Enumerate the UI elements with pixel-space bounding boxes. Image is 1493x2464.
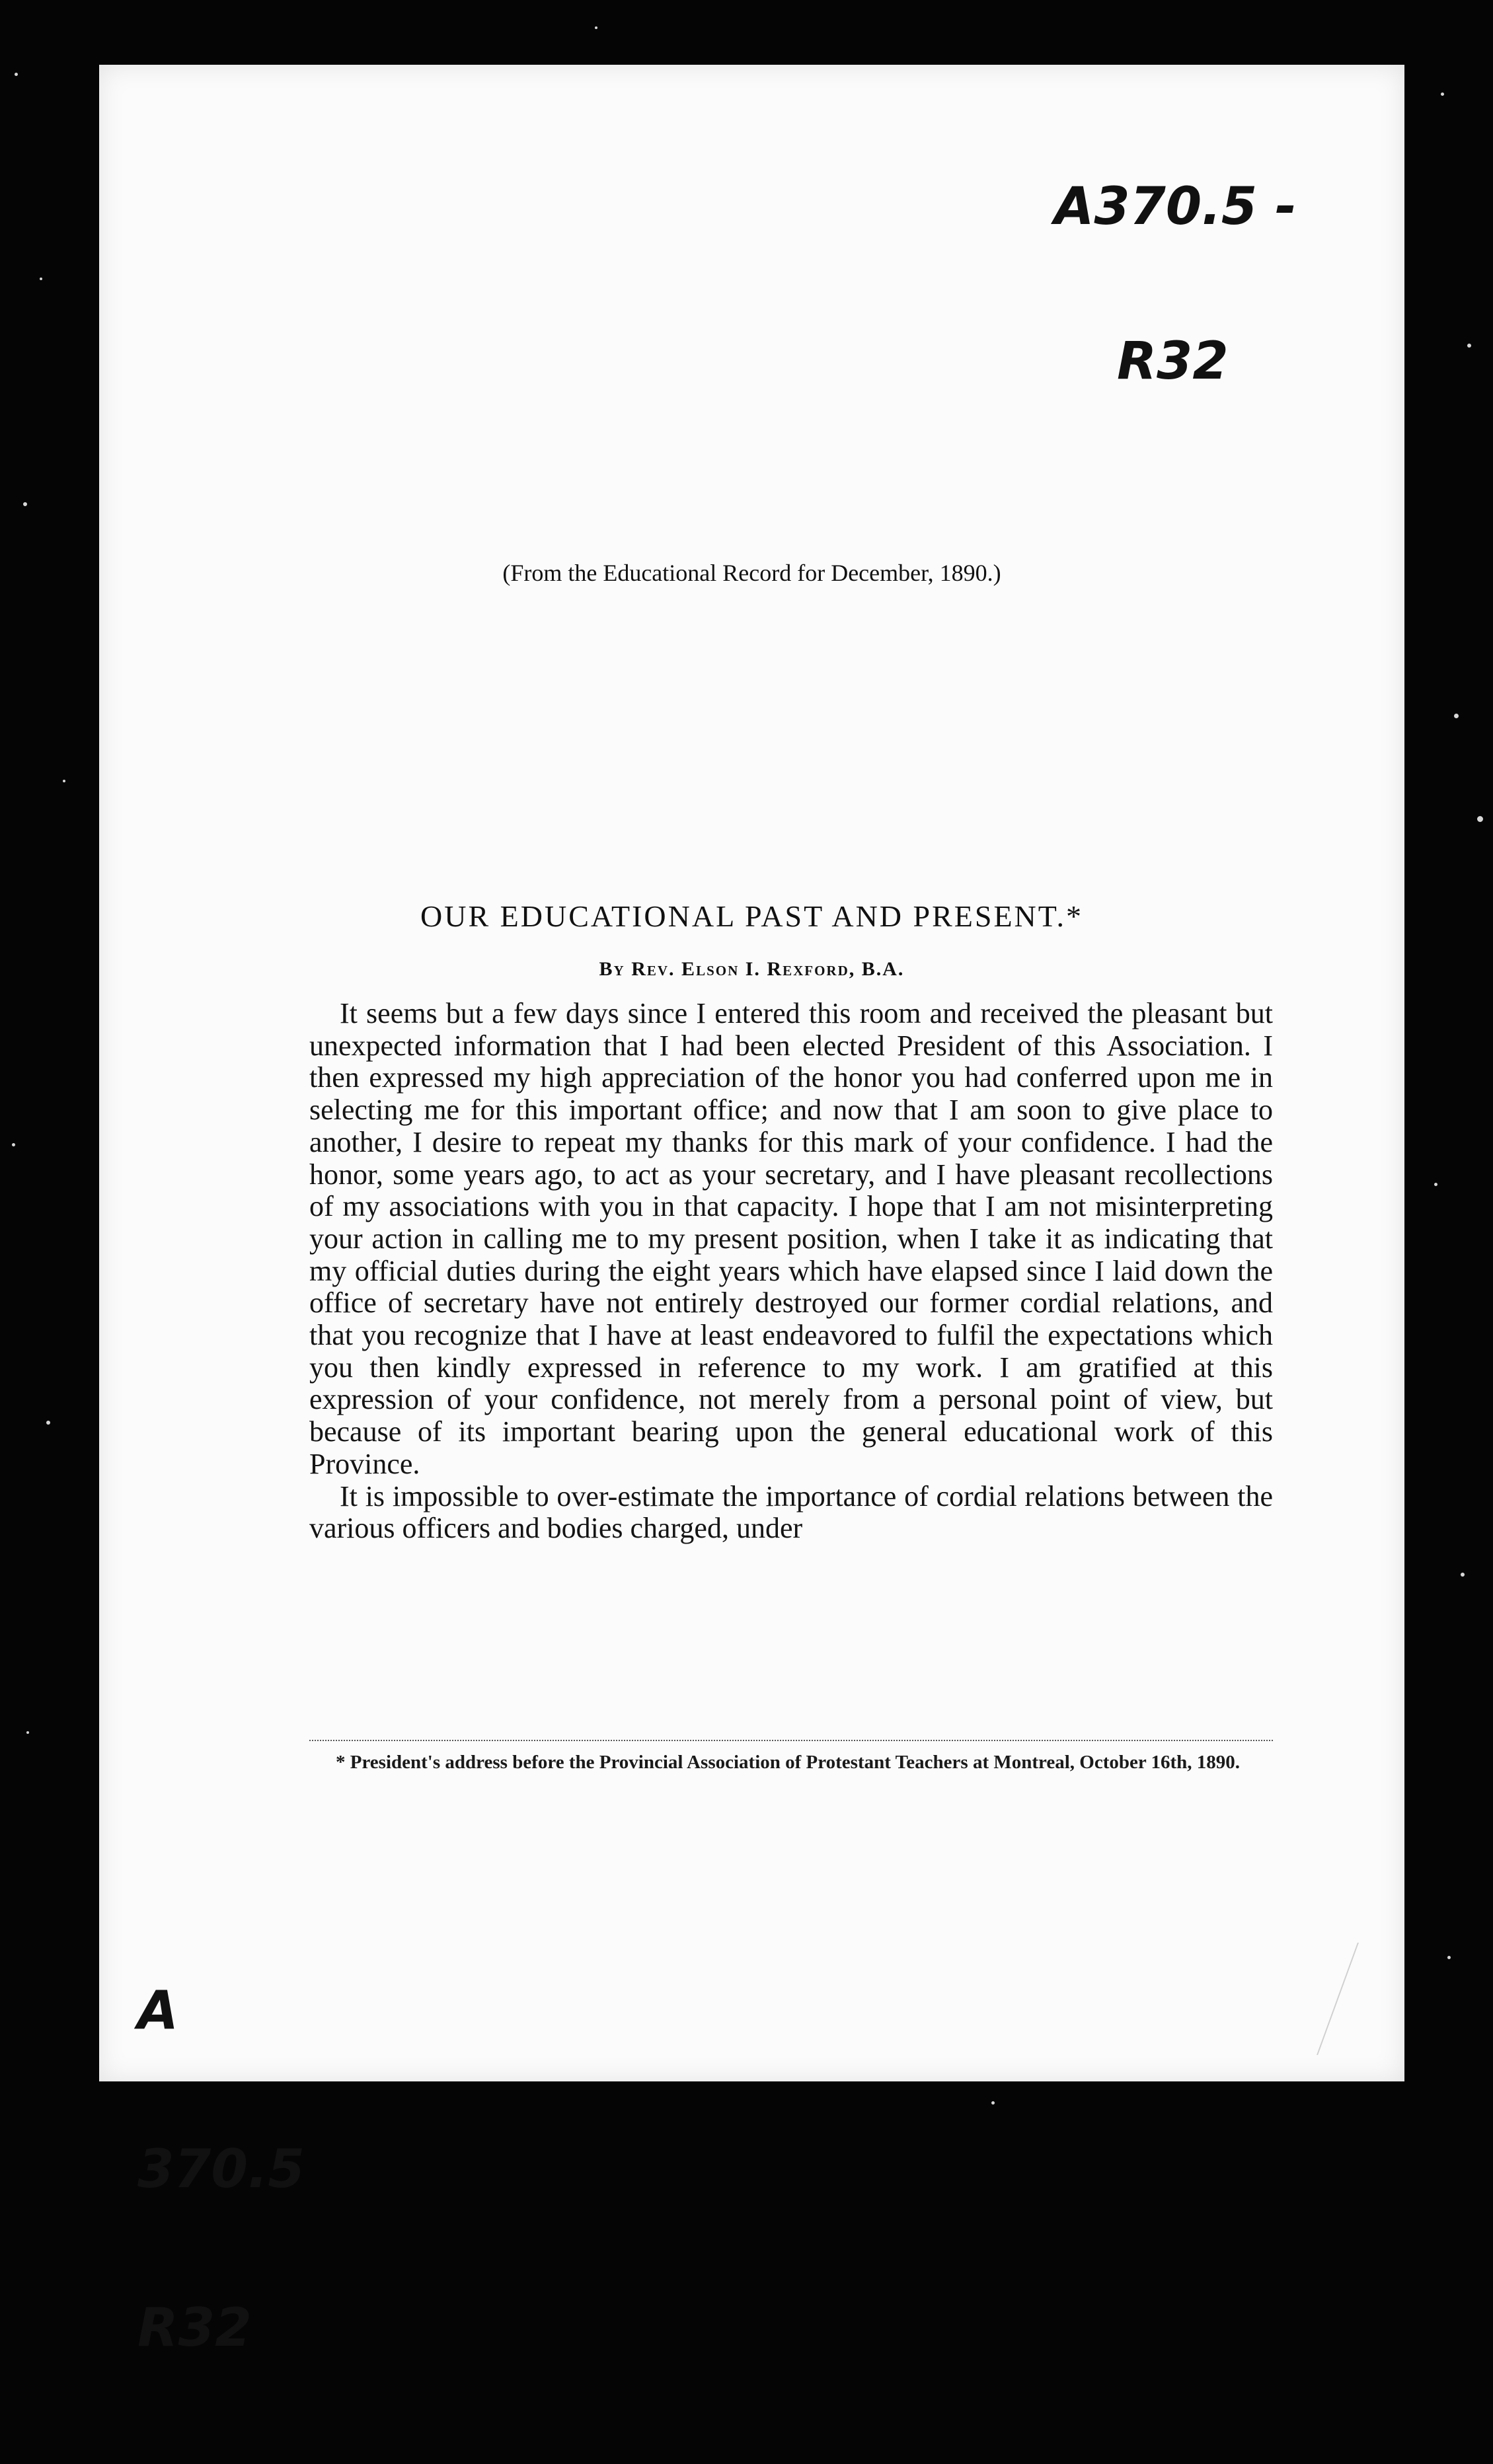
source-note: (From the Educational Record for December, 1890.) [502,560,1001,586]
call-number-line: A370.5 - [1054,177,1297,237]
scan-speck [1447,1956,1451,1959]
scan-speck [1441,93,1444,96]
handwritten-call-number-top [1054,78,1297,490]
article-body [309,998,1273,1545]
scan-speck [12,1143,15,1146]
call-number-line: R32 [137,2297,252,2358]
call-number-line: A [137,1980,178,2041]
scan-speck [1461,1573,1465,1577]
scan-speck [15,73,18,76]
body-paragraph: It is impossible to over-estimate the importance of cordial relations between the various officers and bodies charged, under [309,1479,1273,1545]
scan-speck [991,2101,995,2105]
scan-speck [1454,714,1459,718]
scan-speck [26,1731,29,1734]
call-number-line: R32 [1117,332,1229,391]
scan-speck [1467,344,1471,348]
page-crease [1317,1943,1412,2055]
handwritten-call-number-bottom [137,1879,305,2460]
footnote-divider [309,1740,1273,1741]
scan-speck [46,1421,50,1425]
body-paragraph: It seems but a few days since I entered this room and received the pleasant but unexpected information that I had been elected President of this Association. I then expressed my high appreciation of the honor you had conferred upon me in selecting me for this important office; and now that I am soon to give place to another, I desire to repeat my thanks for this mark of your confidence. I had the honor, some years ago, to act as your secretary, and I have pleasant recollections of my associations with you in that capacity. I hope that I am not misinterpreting your action in calling me to my present position, when I take it as indicating that my official duties during the eight years which have elapsed since I laid down the office of secretary have not entirely destroyed our former cordial relations, and that you recognize that I have at least endeavored to fulfil the expectations which you then kindly expressed in reference to my work. I am gratified at this expression of your confidence, not merely from a personal point of view, but because of its important bearing upon the general educational work of this Province. [309,997,1273,1480]
scan-speck [1434,1183,1437,1186]
scan-speck [1477,816,1483,822]
footnote: * President's address before the Provincial Association of Protestant Teachers at Montreal, October 16th, 1890. [336,1752,1240,1773]
scan-speck [23,502,27,506]
article-title: OUR EDUCATIONAL PAST AND PRESENT.* [420,899,1083,933]
article-byline: By Rev. Elson I. Rexford, B.A. [599,958,905,980]
scan-speck [595,26,597,29]
scan-speck [40,278,42,280]
scan-speck [63,780,65,782]
document-page [99,65,1404,2358]
call-number-line: 370.5 [137,2138,305,2200]
